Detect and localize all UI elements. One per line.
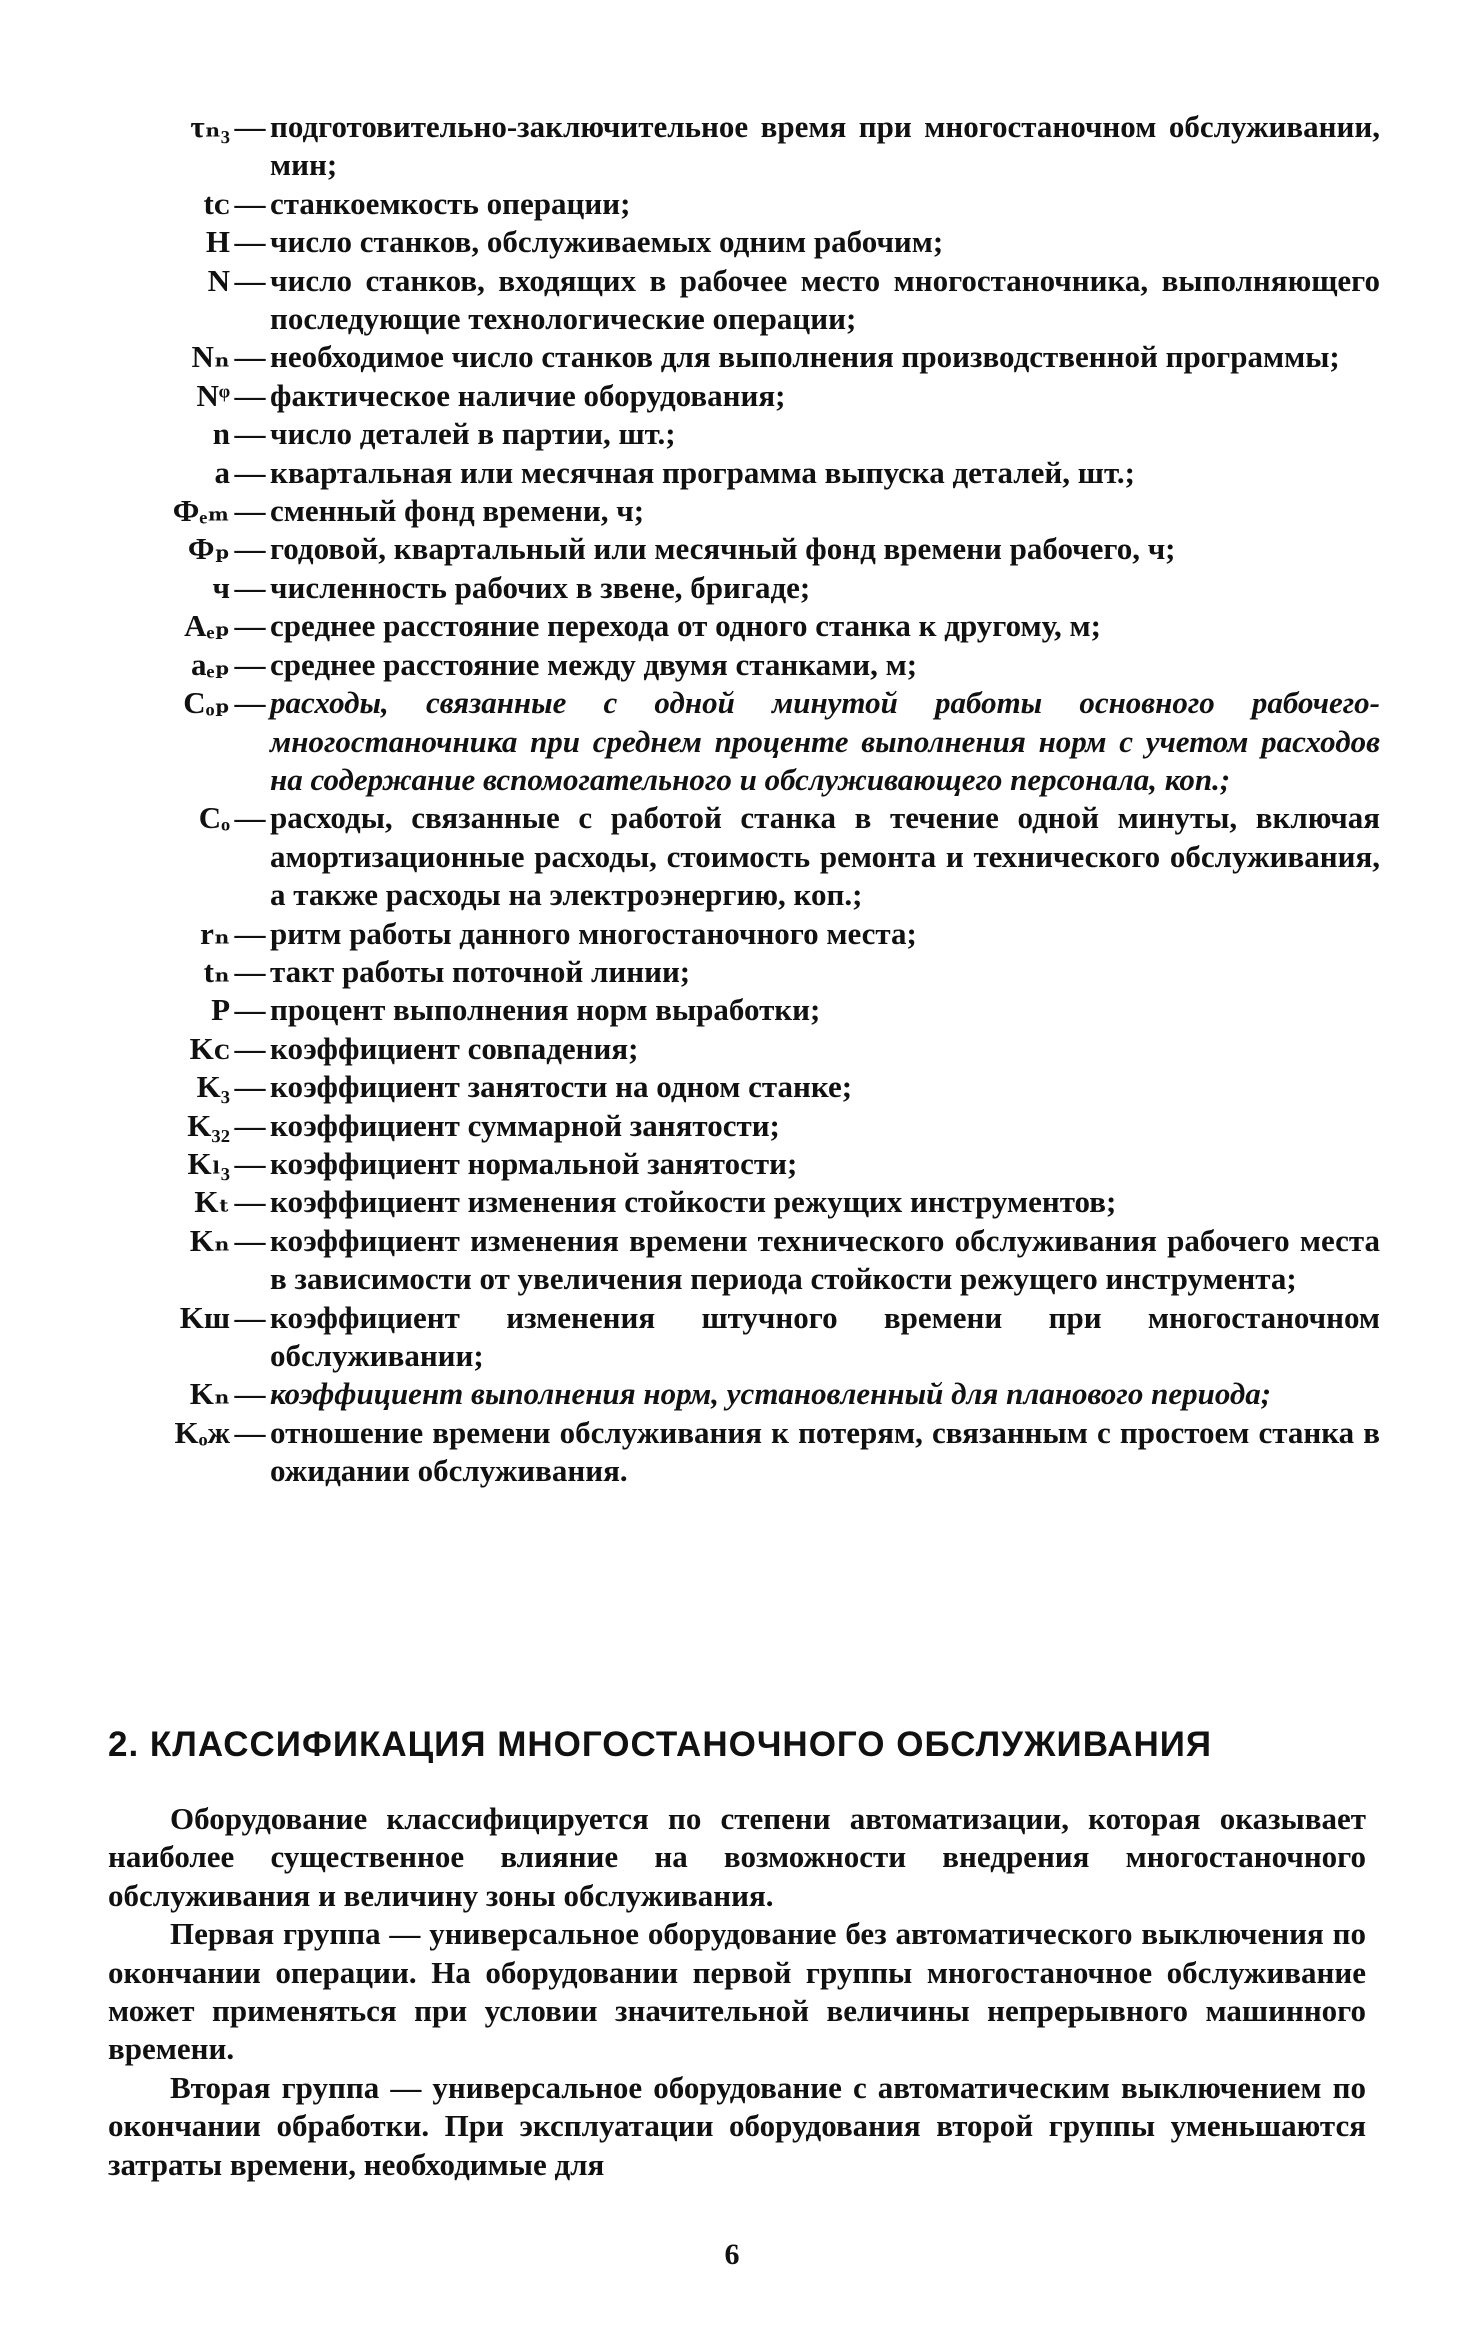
definition-dash: —	[234, 1414, 266, 1450]
definition-text: отношение времени обслуживания к потерям, связанным с простоем станка в ожидании обслуживания.	[270, 1414, 1380, 1489]
definition-text: коэффициент занятости на одном станке;	[270, 1069, 853, 1105]
definition-symbol: aₑₚ	[191, 646, 230, 682]
definition-dash: —	[234, 224, 266, 260]
definition-dash: —	[234, 262, 266, 298]
definition-symbol: Aₑₚ	[184, 608, 230, 644]
definition-item	[100, 530, 1380, 568]
definition-text: квартальная или месячная программа выпуска деталей, шт.;	[270, 454, 1135, 490]
definition-symbol: tₙ	[203, 953, 230, 989]
definition-item	[100, 607, 1380, 645]
definition-text: годовой, квартальный или месячный фонд времени рабочего, ч;	[270, 531, 1176, 567]
definition-text: подготовительно-заключительное время при многостаночном обслуживании, мин;	[270, 109, 1380, 183]
definition-item	[100, 185, 1380, 223]
definition-text: такт работы поточной линии;	[270, 953, 691, 989]
definition-dash: —	[234, 646, 266, 682]
definition-text: число станков, обслуживаемых одним рабочим;	[270, 224, 944, 260]
definition-symbol: Kₜ	[194, 1184, 230, 1220]
definition-item	[100, 953, 1380, 991]
definition-symbol: τₙ₃	[190, 109, 230, 144]
definition-symbol: H	[205, 224, 230, 260]
definition-symbol: N	[207, 262, 230, 298]
definition-item	[100, 108, 1380, 185]
definition-item	[100, 1222, 1380, 1299]
definition-symbol: P	[211, 992, 230, 1028]
definition-symbol: Kш	[179, 1299, 230, 1335]
definition-symbol: Nᵠ	[196, 377, 230, 413]
definition-symbol: n	[212, 416, 230, 452]
definition-dash: —	[234, 800, 266, 836]
definition-item	[100, 454, 1380, 492]
definition-item	[100, 1375, 1380, 1413]
definition-dash: —	[234, 339, 266, 375]
definition-text: ритм работы данного многостаночного места;	[270, 915, 917, 951]
definition-symbol: Kₙ	[189, 1376, 230, 1412]
definition-item	[100, 1145, 1380, 1183]
definition-text: численность рабочих в звене, бригаде;	[270, 569, 811, 605]
definition-item	[100, 1299, 1380, 1376]
definition-dash: —	[234, 1107, 266, 1143]
definition-dash: —	[234, 1145, 266, 1181]
definition-dash: —	[234, 1376, 266, 1412]
definition-symbol: K₃	[196, 1069, 230, 1105]
definition-dash: —	[234, 953, 266, 989]
paragraph: Вторая группа — универсальное оборудование с автоматическим выключением по окончании обработки. При эксплуатации оборудования второй группы уменьшаются затраты времени, необходимые для	[108, 2069, 1366, 2182]
definition-dash: —	[234, 454, 266, 490]
definition-symbol: Фₚ	[187, 531, 230, 567]
definition-text: фактическое наличие оборудования;	[270, 377, 786, 413]
definitions-list	[100, 108, 1380, 1491]
definition-item	[100, 415, 1380, 453]
definition-symbol: Kₙ	[189, 1222, 230, 1258]
definition-dash: —	[234, 1030, 266, 1066]
paragraph: Оборудование классифицируется по степени автоматизации, которая оказывает наиболее существенное влияние на возможности внедрения многостаночного обслуживания и величину зоны обслуживания.	[108, 1801, 1366, 1913]
definition-symbol: а	[214, 454, 230, 490]
definition-dash: —	[234, 1069, 266, 1105]
definition-item	[100, 1183, 1380, 1221]
definition-item	[100, 1414, 1380, 1491]
definition-dash: —	[234, 109, 266, 144]
definition-item	[100, 1030, 1380, 1068]
page-number: 6	[724, 2238, 740, 2271]
definition-dash: —	[234, 685, 266, 721]
definition-item	[100, 646, 1380, 684]
definition-symbol: K₃₂	[187, 1107, 230, 1143]
definition-dash: —	[234, 493, 266, 529]
definition-text: коэффициент суммарной занятости;	[270, 1107, 780, 1143]
definition-text: коэффициент изменения времени технического обслуживания рабочего места в зависимости от увеличения периода стойкости режущего инструмента;	[270, 1222, 1380, 1297]
definition-dash: —	[234, 915, 266, 951]
definition-dash: —	[234, 185, 266, 221]
definition-text: число станков, входящих в рабочее место многостаночника, выполняющего последующие технологические операции;	[270, 262, 1380, 337]
definition-symbol: ч	[212, 569, 230, 605]
section-body	[108, 1800, 1366, 2184]
definition-dash: —	[234, 1299, 266, 1335]
definition-item	[100, 262, 1380, 339]
definition-symbol: Nₙ	[191, 339, 230, 375]
definition-item	[100, 569, 1380, 607]
definition-item	[100, 915, 1380, 953]
definition-text: среднее расстояние перехода от одного станка к другому, м;	[270, 608, 1101, 644]
definition-text: сменный фонд времени, ч;	[270, 493, 645, 529]
definition-dash: —	[234, 608, 266, 644]
definition-symbol: tᴄ	[203, 185, 230, 221]
definition-item	[100, 223, 1380, 261]
definition-item	[100, 338, 1380, 376]
definition-symbol: Фₑₘ	[172, 493, 230, 529]
paragraph: Первая группа — универсальное оборудование без автоматического выключения по окончании операции. На оборудовании первой группы многостаночное обслуживание может применяться при условии значительной величины непрерывного машинного времени.	[108, 1916, 1366, 2067]
definition-text: среднее расстояние между двумя станками, м;	[270, 646, 918, 682]
definition-symbol: Kₒж	[174, 1414, 230, 1450]
definition-text: необходимое число станков для выполнения производственной программы;	[270, 339, 1340, 375]
definition-dash: —	[234, 531, 266, 567]
definition-item	[100, 1107, 1380, 1145]
definition-text: коэффициент совпадения;	[270, 1030, 639, 1066]
definition-item	[100, 1068, 1380, 1106]
definition-item	[100, 684, 1380, 799]
definition-text: коэффициент нормальной занятости;	[270, 1145, 798, 1181]
definition-symbol: Cₒₚ	[183, 685, 230, 721]
definition-text: расходы, связанные с одной минутой работы основного рабочего-многостаночника при среднем проценте выполнения норм с учетом расходов на содержание вспомогательного и обслуживающего персонала, коп.;	[270, 685, 1380, 797]
definition-dash: —	[234, 1184, 266, 1220]
definition-dash: —	[234, 416, 266, 452]
definition-item	[100, 492, 1380, 530]
section-heading: 2. КЛАССИФИКАЦИЯ МНОГОСТАНОЧНОГО ОБСЛУЖИВАНИЯ	[108, 1725, 1213, 1764]
definition-text: число деталей в партии, шт.;	[270, 416, 676, 452]
definition-item	[100, 991, 1380, 1029]
definition-text: коэффициент выполнения норм, установленный для планового периода;	[270, 1376, 1272, 1412]
definition-symbol: Kₗ₃	[187, 1145, 230, 1181]
definition-symbol: Kᴄ	[189, 1030, 230, 1066]
definition-symbol: Cₒ	[198, 800, 230, 836]
definition-text: расходы, связанные с работой станка в течение одной минуты, включая амортизационные расходы, стоимость ремонта и технического обслуживания, а также расходы на электроэнергию, коп.;	[270, 800, 1380, 913]
definition-text: коэффициент изменения стойкости режущих инструментов;	[270, 1184, 1117, 1220]
definition-text: станкоемкость операции;	[270, 185, 631, 221]
definition-dash: —	[234, 377, 266, 413]
definition-dash: —	[234, 1222, 266, 1258]
definition-text: коэффициент изменения штучного времени при многостаночном обслуживании;	[270, 1299, 1380, 1373]
definition-symbol: rₙ	[200, 915, 230, 951]
definition-dash: —	[234, 992, 266, 1028]
definition-item	[100, 799, 1380, 914]
definition-item	[100, 377, 1380, 415]
definition-dash: —	[234, 569, 266, 605]
definition-text: процент выполнения норм выработки;	[270, 992, 821, 1028]
